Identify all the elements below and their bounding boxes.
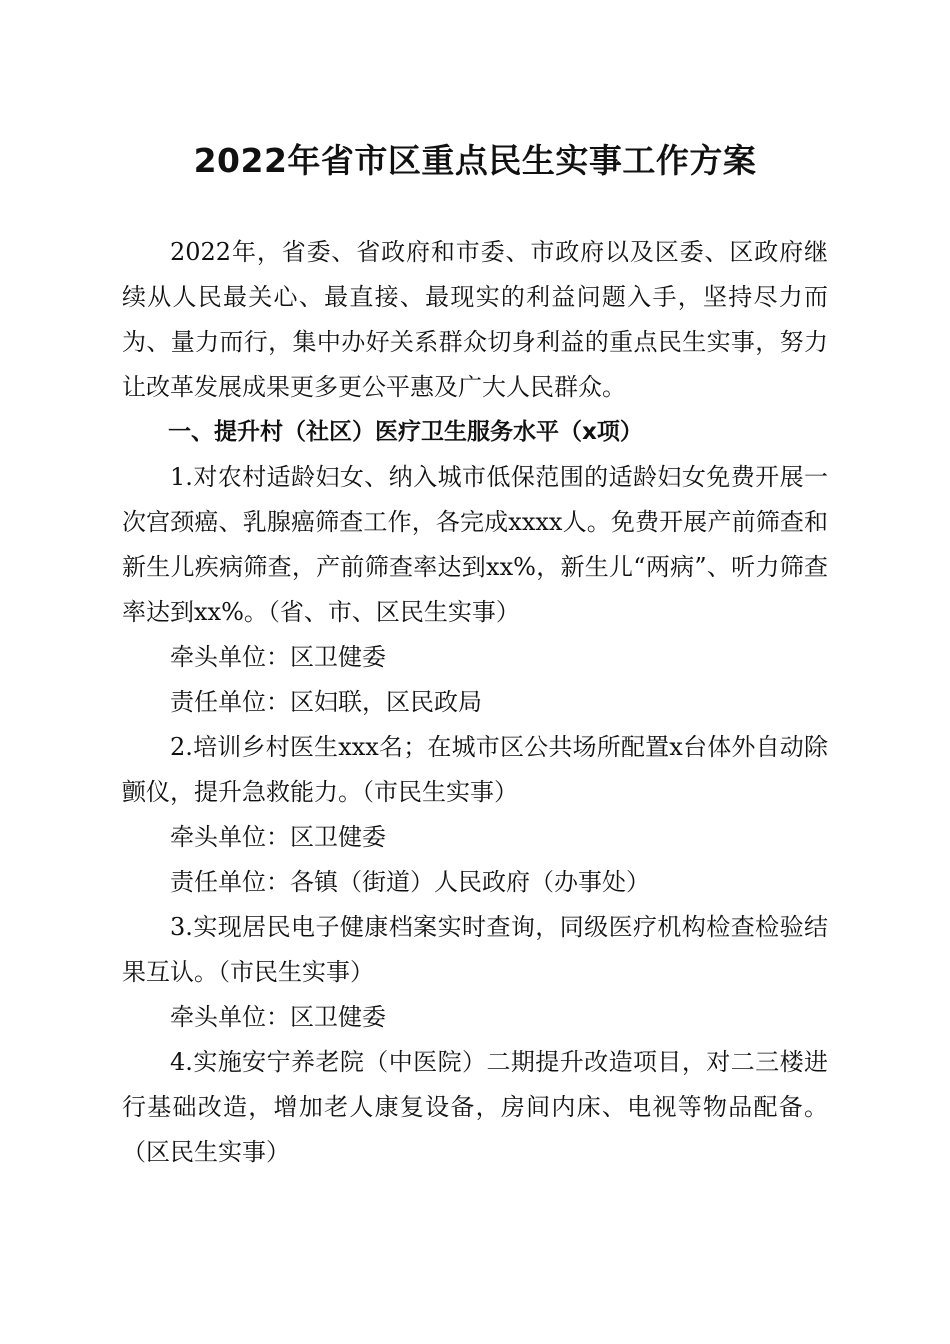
document-body xyxy=(122,230,828,1175)
item-2-responsible-unit: 责任单位：各镇（街道）人民政府（办事处） xyxy=(170,868,650,896)
document-title: 2022年省市区重点民生实事工作方案 xyxy=(193,141,757,180)
intro-paragraph: 2022年，省委、省政府和市委、市政府以及区委、区政府继续从人民最关心、最直接、最现实的利益问题入手，坚持尽力而为、量力而行，集中办好关系群众切身利益的重点民生实事，努力让改革发展成果更多更公平惠及广大人民群众。 xyxy=(122,238,828,401)
item-1-responsible-unit: 责任单位：区妇联，区民政局 xyxy=(170,688,482,716)
item-3-text: 3.实现居民电子健康档案实时查询，同级医疗机构检查检验结果互认。（市民生实事） xyxy=(122,913,828,986)
item-1-text: 1.对农村适龄妇女、纳入城市低保范围的适龄妇女免费开展一次宫颈癌、乳腺癌筛查工作，各完成xxxx人。免费开展产前筛查和新生儿疾病筛查，产前筛查率达到xx%，新生儿“两病”、听力筛查率达到xx%。（省、市、区民生实事） xyxy=(122,463,828,626)
section-heading: 一、提升村（社区）医疗卫生服务水平（x项） xyxy=(168,419,643,445)
item-1-lead-unit: 牵头单位：区卫健委 xyxy=(170,643,386,671)
item-3-lead-unit: 牵头单位：区卫健委 xyxy=(170,1003,386,1031)
item-2-text: 2.培训乡村医生xxx名；在城市区公共场所配置x台体外自动除颤仪，提升急救能力。（市民生实事） xyxy=(122,733,828,806)
item-4-text: 4.实施安宁养老院（中医院）二期提升改造项目，对二三楼进行基础改造，增加老人康复设备，房间内床、电视等物品配备。（区民生实事） xyxy=(122,1048,828,1166)
item-2-lead-unit: 牵头单位：区卫健委 xyxy=(170,823,386,851)
